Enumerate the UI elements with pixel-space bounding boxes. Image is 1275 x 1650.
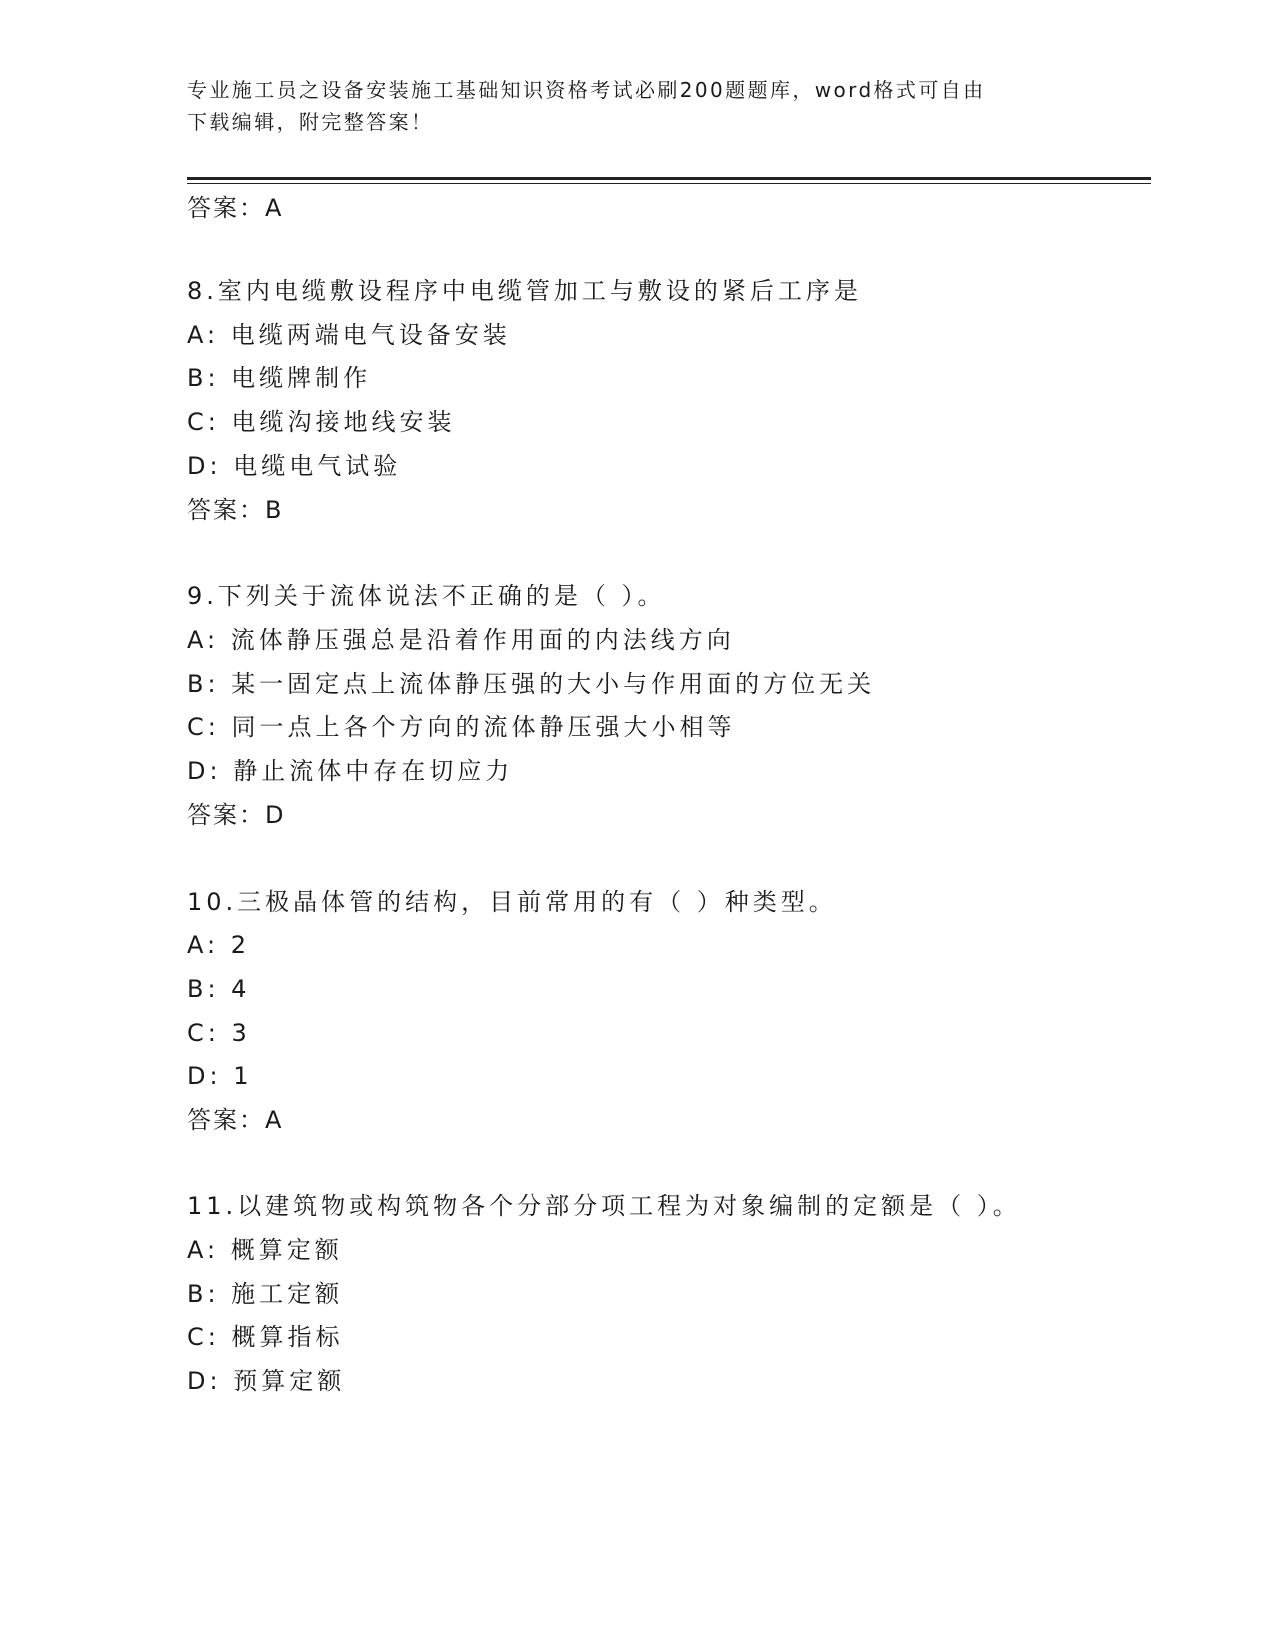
question-11-stem: 11.以建筑物或构筑物各个分部分项工程为对象编制的定额是（ ）。	[187, 1192, 1021, 1220]
question-8-answer: 答案：B	[187, 496, 284, 524]
question-10-option-c: C: 3	[187, 1019, 251, 1047]
question-11-option-c: C: 概算指标	[187, 1323, 344, 1351]
previous-answer: 答案：A	[187, 194, 284, 222]
question-10-stem: 10.三极晶体管的结构，目前常用的有（ ）种类型。	[187, 888, 837, 916]
question-8-option-a: A: 电缆两端电气设备安装	[187, 321, 511, 349]
question-11-option-a: A: 概算定额	[187, 1236, 343, 1264]
header-line-2: 下载编辑，附完整答案！	[187, 110, 434, 134]
question-10-option-b: B: 4	[187, 975, 251, 1003]
question-9-stem: 9.下列关于流体说法不正确的是（ ）。	[187, 582, 666, 610]
question-8-option-c: C: 电缆沟接地线安装	[187, 408, 456, 436]
question-11-option-b: B: 施工定额	[187, 1280, 344, 1308]
document-header	[187, 74, 1067, 138]
question-8-stem: 8.室内电缆敷设程序中电缆管加工与敷设的紧后工序是	[187, 277, 862, 305]
question-11-option-d: D: 预算定额	[187, 1367, 346, 1395]
question-9-answer: 答案：D	[187, 801, 286, 829]
question-10-answer: 答案：A	[187, 1106, 284, 1134]
header-line-1: 专业施工员之设备安装施工基础知识资格考试必刷200题题库，word格式可自由	[187, 78, 986, 102]
question-10-option-a: A: 2	[187, 931, 250, 959]
question-9-option-b: B: 某一固定点上流体静压强的大小与作用面的方位无关	[187, 670, 876, 698]
header-rule-thick	[187, 177, 1151, 180]
question-9-option-d: D: 静止流体中存在切应力	[187, 757, 514, 785]
header-rule-thin	[187, 183, 1151, 184]
question-9-option-c: C: 同一点上各个方向的流体静压强大小相等	[187, 713, 736, 741]
question-9-option-a: A: 流体静压强总是沿着作用面的内法线方向	[187, 626, 735, 654]
question-8-option-d: D: 电缆电气试验	[187, 452, 402, 480]
question-8-option-b: B: 电缆牌制作	[187, 364, 372, 392]
question-10-option-d: D: 1	[187, 1062, 253, 1090]
